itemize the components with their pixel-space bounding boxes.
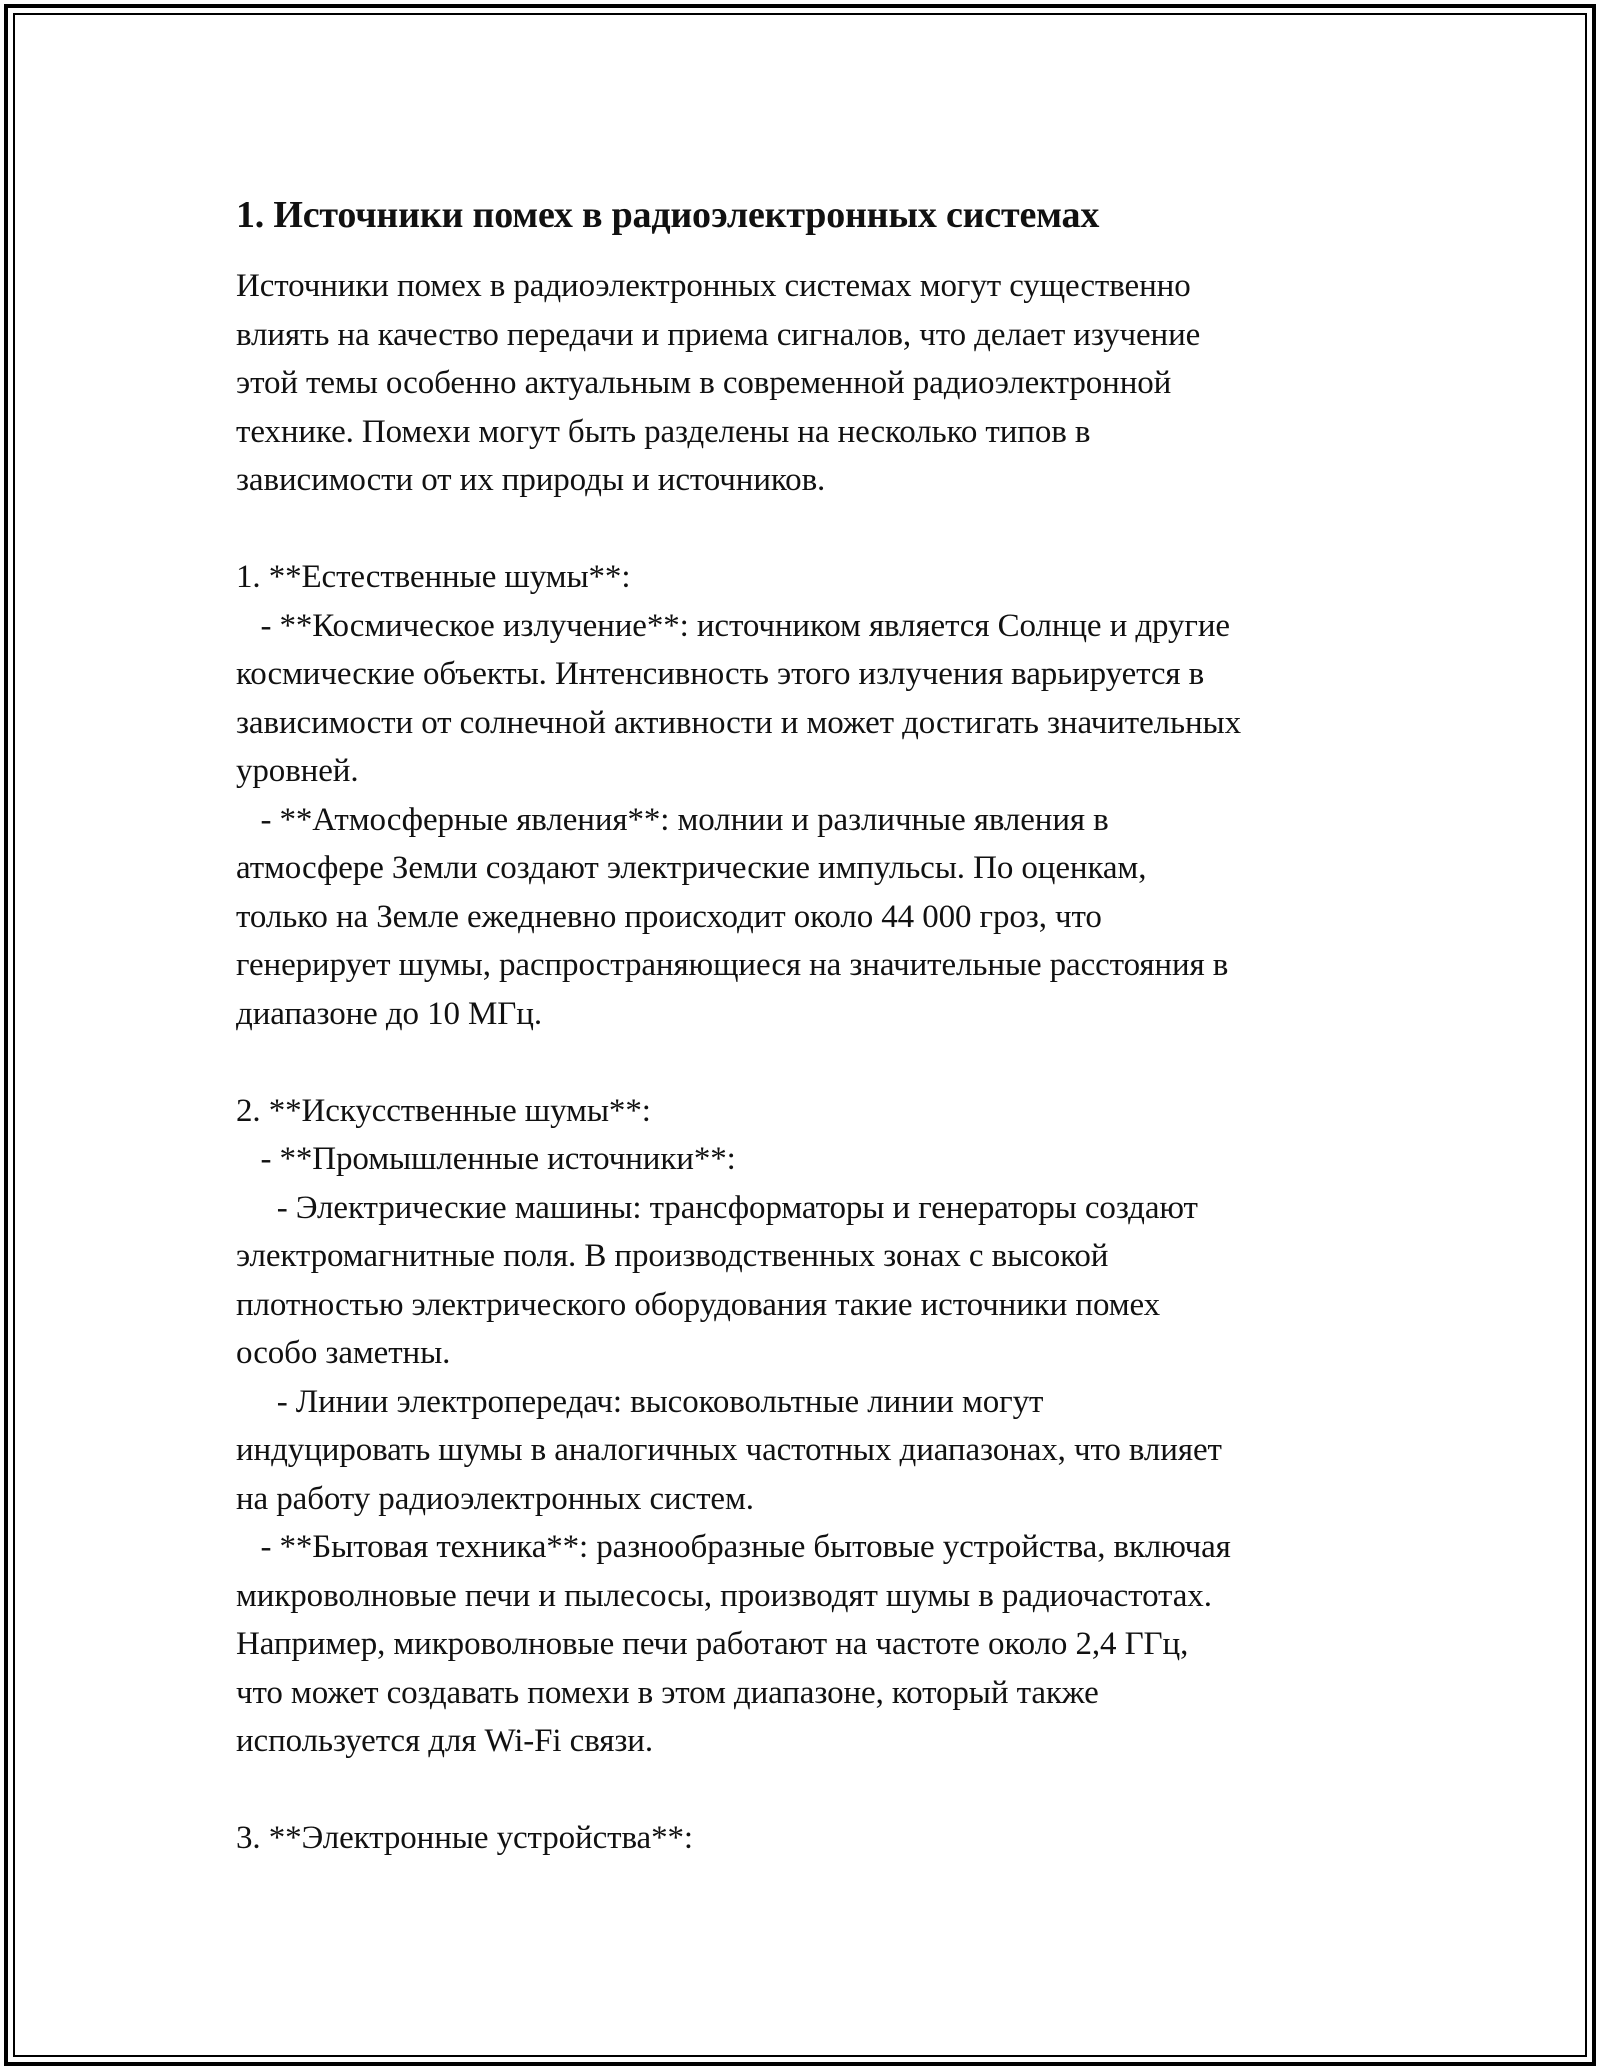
- electronic-devices-section: 3. **Электронные устройства**:: [236, 1820, 693, 1856]
- section-heading: 1. Источники помех в радиоэлектронных системах: [236, 194, 1100, 236]
- artificial-noise-section: 2. **Искусственные шумы**: - **Промышленные источники**: - Электрические машины: трансформаторы и генераторы создают электромагнитные поля. В производственных зонах с высокой плотностью электрического оборудования такие источники помех особо заметны. - Линии электропередач: высоковольтные линии могут индуцировать шумы в аналогичных частотных диапазонах, что влияет на работу радиоэлектронных систем. - **Бытовая техника**: разнообразные бытовые устройства, включая микроволновые печи и пылесосы, производят шумы в радиочастотах. Например, микроволновые печи работают на частоте около 2,4 ГГц, что может создавать помехи в этом диапазоне, который также используется для Wi-Fi связи.: [236, 1092, 1231, 1759]
- natural-noise-section: 1. **Естественные шумы**: - **Космическое излучение**: источником является Солнце и другие космические объекты. Интенсивность этого излучения варьируется в зависимости от солнечной активности и может достигать значительных уровней. - **Атмосферные явления**: молнии и различные явления в атмосфере Земли создают электрические импульсы. По оценкам, только на Земле ежедневно происходит около 44 000 гроз, что генерирует шумы, распространяющиеся на значительные расстояния в диапазоне до 10 МГц.: [236, 559, 1241, 1032]
- intro-paragraph: Источники помех в радиоэлектронных системах могут существенно влиять на качество передачи и приема сигналов, что делает изучение этой темы особенно актуальным в современной радиоэлектронной технике. Помехи могут быть разделены на несколько типов в зависимости от их природы и источников.: [236, 268, 1201, 498]
- document-body: [236, 190, 1396, 1863]
